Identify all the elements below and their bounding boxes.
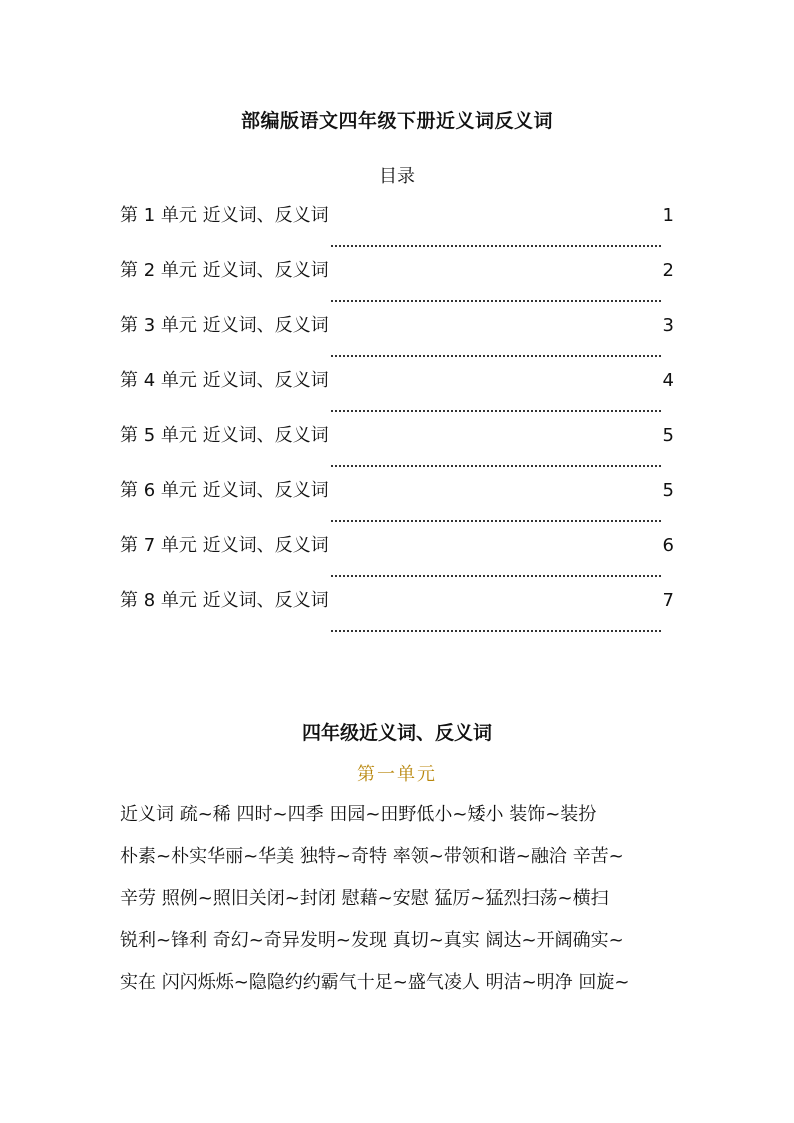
table-of-contents xyxy=(120,201,674,641)
toc-entry-page: 5 xyxy=(662,480,674,501)
toc-leader-dots xyxy=(331,244,661,247)
toc-entry-label: 第 7 单元 近义词、反义词 xyxy=(120,535,329,556)
toc-entry-label: 第 4 单元 近义词、反义词 xyxy=(120,370,329,391)
unit-title: 第一单元 xyxy=(357,764,437,785)
word-list-line: 锐利~锋利 奇幻~奇异发明~发现 真切~真实 阔达~开阔确实~ xyxy=(120,930,624,951)
toc-leader-dots xyxy=(331,464,661,467)
toc-entry-label: 第 3 单元 近义词、反义词 xyxy=(120,315,329,336)
toc-leader-dots xyxy=(331,629,661,632)
word-list-line: 朴素~朴实华丽~华美 独特~奇特 率领~带领和谐~融洽 辛苦~ xyxy=(120,846,624,867)
word-list-line: 辛劳 照例~照旧关闭~封闭 慰藉~安慰 猛厉~猛烈扫荡~横扫 xyxy=(120,888,609,909)
toc-entry-label: 第 2 单元 近义词、反义词 xyxy=(120,260,329,281)
toc-entry-page: 6 xyxy=(662,535,674,556)
toc-entry[interactable] xyxy=(120,476,674,531)
toc-entry[interactable] xyxy=(120,366,674,421)
toc-leader-dots xyxy=(331,299,661,302)
word-list-line: 近义词 疏~稀 四时~四季 田园~田野低小~矮小 装饰~装扮 xyxy=(120,804,597,825)
toc-entry[interactable] xyxy=(120,311,674,366)
toc-entry-page: 7 xyxy=(662,590,674,611)
word-list xyxy=(120,794,674,1004)
toc-entry-page: 3 xyxy=(662,315,674,336)
toc-entry-label: 第 1 单元 近义词、反义词 xyxy=(120,205,329,226)
document-title: 部编版语文四年级下册近义词反义词 xyxy=(240,110,553,132)
toc-entry-label: 第 8 单元 近义词、反义词 xyxy=(120,590,329,611)
toc-entry-label: 第 5 单元 近义词、反义词 xyxy=(120,425,329,446)
word-list-line: 实在 闪闪烁烁~隐隐约约霸气十足~盛气凌人 明洁~明净 回旋~ xyxy=(120,972,630,993)
toc-entry[interactable] xyxy=(120,586,674,641)
toc-leader-dots xyxy=(331,519,661,522)
toc-entry-page: 1 xyxy=(662,205,674,226)
toc-entry-page: 4 xyxy=(662,370,674,391)
toc-entry[interactable] xyxy=(120,256,674,311)
toc-leader-dots xyxy=(331,354,661,357)
toc-entry-label: 第 6 单元 近义词、反义词 xyxy=(120,480,329,501)
toc-entry[interactable] xyxy=(120,201,674,256)
toc-entry[interactable] xyxy=(120,421,674,476)
section-title: 四年级近义词、反义词 xyxy=(301,722,492,744)
toc-leader-dots xyxy=(331,574,661,577)
toc-entry-page: 5 xyxy=(662,425,674,446)
toc-entry[interactable] xyxy=(120,531,674,586)
toc-leader-dots xyxy=(331,409,661,412)
toc-heading: 目录 xyxy=(379,166,415,187)
toc-entry-page: 2 xyxy=(662,260,674,281)
